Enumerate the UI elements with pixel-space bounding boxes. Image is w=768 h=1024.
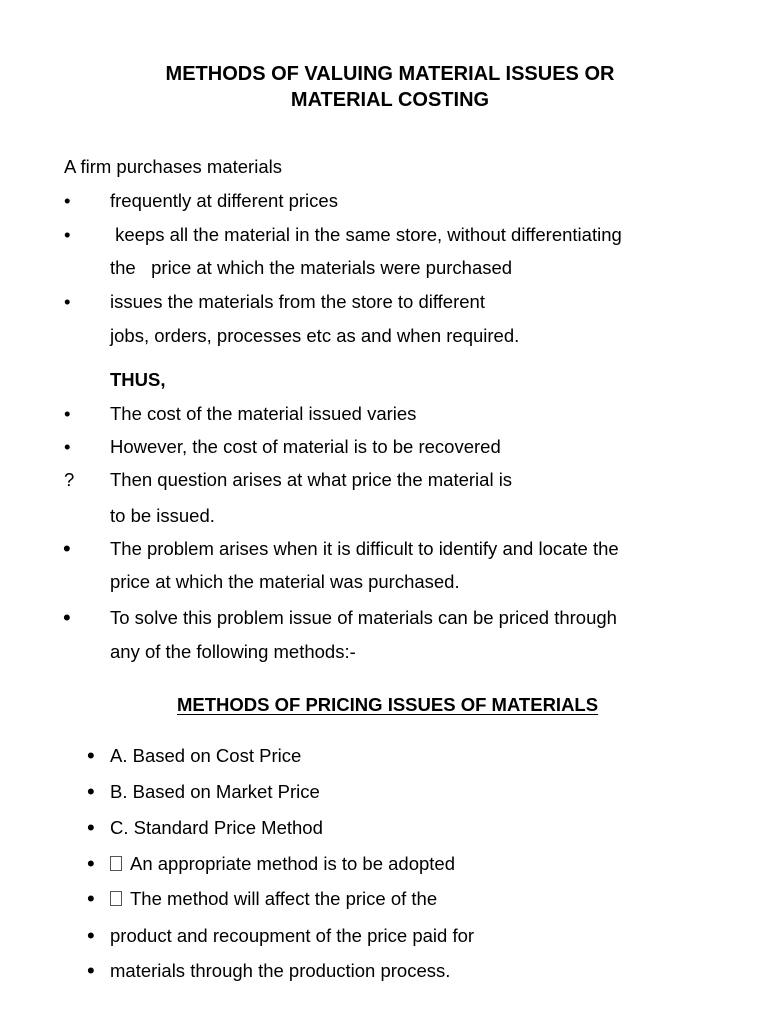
- method-item-text: The method will affect the price of the: [130, 888, 438, 909]
- method-item: A. Based on Cost Price: [110, 745, 302, 766]
- bullet-dot: •: [87, 743, 95, 768]
- bullet-text-continuation: any of the following methods:-: [110, 641, 356, 662]
- method-item: B. Based on Market Price: [110, 781, 320, 802]
- bullet-dot: •: [87, 958, 95, 983]
- bullet-text: The cost of the material issued varies: [110, 403, 417, 424]
- bullet-marker: •: [63, 605, 71, 630]
- bullet-text: Then question arises at what price the material is: [110, 469, 513, 490]
- document-title-line-2: MATERIAL COSTING: [290, 89, 490, 111]
- bullet-marker: •: [64, 291, 71, 312]
- bullet-marker: •: [63, 536, 71, 561]
- bullet-text: The problem arises when it is difficult to identify and locate the: [110, 538, 619, 559]
- bullet-text-continuation: price at which the material was purchased.: [110, 571, 460, 592]
- bullet-text-continuation: to be issued.: [110, 505, 215, 526]
- method-item: materials through the production process.: [110, 960, 451, 981]
- method-item: product and recoupment of the price paid for: [110, 925, 475, 946]
- bullet-marker: •: [64, 224, 71, 245]
- bullet-text-continuation: the price at which the materials were purchased: [110, 257, 513, 278]
- method-item: [110, 888, 437, 910]
- bullet-marker: •: [64, 190, 71, 211]
- bullet-dot: •: [87, 851, 95, 876]
- bullet-marker: •: [64, 403, 71, 424]
- bullet-text-continuation: jobs, orders, processes etc as and when required.: [110, 325, 520, 346]
- method-item: [110, 853, 455, 875]
- missing-glyph-box-icon: [110, 856, 122, 871]
- bullet-dot: •: [87, 886, 95, 911]
- method-item: C. Standard Price Method: [110, 817, 323, 838]
- section-heading: METHODS OF PRICING ISSUES OF MATERIALS: [177, 694, 599, 715]
- bullet-dot: •: [87, 779, 95, 804]
- thus-label: THUS,: [110, 369, 166, 390]
- missing-glyph-box-icon: [110, 891, 122, 906]
- bullet-text: frequently at different prices: [110, 190, 338, 211]
- bullet-text: keeps all the material in the same store, without differentiating: [110, 224, 622, 245]
- bullet-dot: •: [87, 923, 95, 948]
- bullet-text: However, the cost of material is to be recovered: [110, 436, 501, 457]
- method-item-text: An appropriate method is to be adopted: [130, 853, 456, 874]
- intro-text: A firm purchases materials: [64, 156, 282, 177]
- bullet-text: To solve this problem issue of materials can be priced through: [110, 607, 617, 628]
- bullet-text: issues the materials from the store to different: [110, 291, 485, 312]
- bullet-dot: •: [87, 815, 95, 840]
- bullet-marker: •: [64, 436, 71, 457]
- document-title-line-1: METHODS OF VALUING MATERIAL ISSUES OR: [165, 63, 615, 85]
- question-marker: ?: [64, 469, 75, 490]
